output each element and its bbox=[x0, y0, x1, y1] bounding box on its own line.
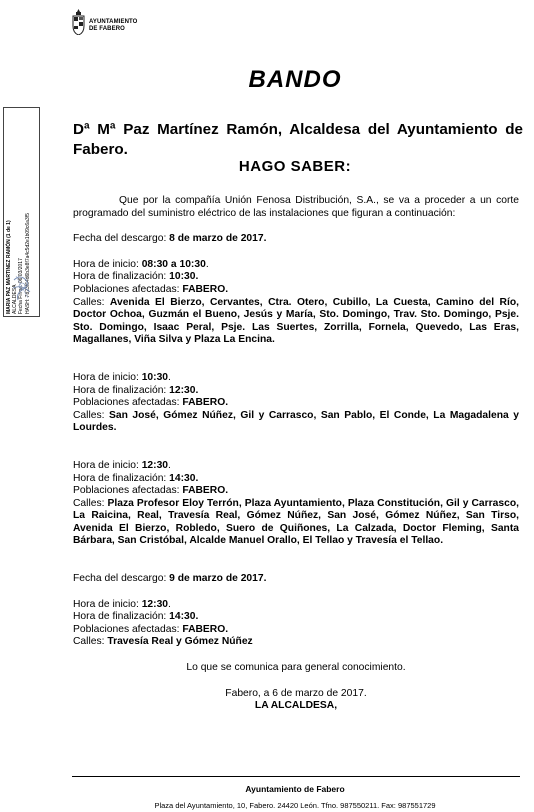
end-time-line: Hora de finalización: 14:30. bbox=[73, 611, 199, 623]
start-time-line: Hora de inicio: 12:30. bbox=[73, 459, 171, 471]
place-and-date: Fabero, a 6 de marzo de 2017. bbox=[225, 687, 367, 699]
outage-block-3 bbox=[73, 460, 519, 548]
hago-saber-heading: HAGO SABER: bbox=[238, 158, 352, 175]
council-logo bbox=[72, 9, 138, 37]
logo-text-line2: DE FABERO bbox=[89, 26, 125, 32]
document-title: BANDO bbox=[248, 66, 342, 93]
closing-statement: Lo que se comunica para general conocimiento. bbox=[186, 662, 406, 674]
outage-block-2 bbox=[73, 372, 519, 435]
affected-towns-line: Poblaciones afectadas: FABERO. bbox=[73, 283, 229, 295]
footer-council-name: Ayuntamiento de Fabero bbox=[245, 784, 345, 794]
signoff: LA ALCALDESA, bbox=[254, 700, 338, 712]
issuer-intro: Dª Mª Paz Martínez Ramón, Alcaldesa del Ayuntamiento de Fabero. bbox=[73, 121, 523, 158]
streets-line: Calles: Travesía Real y Gómez Núñez bbox=[73, 636, 253, 648]
streets-line: Calles: Plaza Profesor Eloy Terrón, Plaza Ayuntamiento, Plaza Constitución, Gil y Carrasco, La Raicina, Real, Travesía Real, Gómez Núñez, San José, Gómez Núñez, San Tirso, Avenida El Bierzo, Robledo, Suero de Quiñones, La Calzada, Doctor Fleming, Santa Bárbara, San Cristóbal, Alcalde Manuel Orallo, El Tellao y Travesía el Tellao. bbox=[73, 497, 519, 547]
day2-date-line: Fecha del descargo: 9 de marzo de 2017. bbox=[73, 573, 267, 585]
signature-hash: HASH: 7823f64d6b3e8f7a4c5d2e1b09c6a3f5 bbox=[24, 213, 31, 314]
outage-block-1 bbox=[73, 259, 519, 347]
signature-date: Fecha Firma: 06/03/2017 bbox=[18, 258, 25, 314]
end-time-line: Hora de finalización: 10:30. bbox=[73, 271, 199, 283]
document-body bbox=[73, 195, 519, 713]
start-time-line: Hora de inicio: 10:30. bbox=[73, 371, 171, 383]
affected-towns-line: Poblaciones afectadas: FABERO. bbox=[73, 623, 229, 635]
day2-date: 9 de marzo de 2017. bbox=[169, 573, 267, 585]
day1-date-line: Fecha del descargo: 8 de marzo de 2017. bbox=[73, 233, 267, 245]
signer-role: ALCALDESA bbox=[12, 284, 19, 314]
signer-name: MARIA PAZ MARTINEZ RAMÓN (1 de 1) bbox=[6, 220, 12, 314]
signature-stamp-icon bbox=[10, 270, 34, 304]
start-time-line: Hora de inicio: 12:30. bbox=[73, 598, 171, 610]
intro-paragraph: Que por la compañía Unión Fenosa Distribución, S.A., se va a proceder a un corte programado del suministro eléctrico de las instalaciones que figuran a continuación: bbox=[73, 195, 519, 219]
affected-towns-line: Poblaciones afectadas: FABERO. bbox=[73, 485, 229, 497]
streets-line: Calles: San José, Gómez Núñez, Gil y Carrasco, San Pablo, El Conde, La Magadalena y Lourdes. bbox=[73, 409, 519, 434]
logo-text-line1: AYUNTAMIENTO bbox=[89, 19, 138, 25]
start-time-line: Hora de inicio: 08:30 a 10:30. bbox=[73, 258, 209, 270]
digital-signature-box bbox=[3, 107, 40, 317]
day1-date: 8 de marzo de 2017. bbox=[169, 233, 267, 245]
affected-towns-line: Poblaciones afectadas: FABERO. bbox=[73, 397, 229, 409]
end-time-line: Hora de finalización: 14:30. bbox=[73, 472, 199, 484]
footer-divider bbox=[72, 776, 520, 777]
coat-of-arms-icon bbox=[72, 9, 85, 35]
outage-block-4 bbox=[73, 599, 519, 649]
end-time-line: Hora de finalización: 12:30. bbox=[73, 384, 199, 396]
footer-address: Plaza del Ayuntamiento, 10, Fabero. 24420 León. Tfno. 987550211. Fax: 987551729 bbox=[154, 801, 436, 810]
streets-line: Calles: Avenida El Bierzo, Cervantes, Ctra. Otero, Cubillo, La Cuesta, Camino del Río, Doctor Ochoa, Guzmán el Bueno, Jesús y María, Sto. Domingo, Trav. Sto. Domingo, Psje. Sto. Domingo, Isaac Peral, Psje. Las Suertes, Zorrilla, Fornela, Quevedo, Las Eras, Magallanes, Viña Silva y Plaza La Encina. bbox=[73, 296, 519, 346]
